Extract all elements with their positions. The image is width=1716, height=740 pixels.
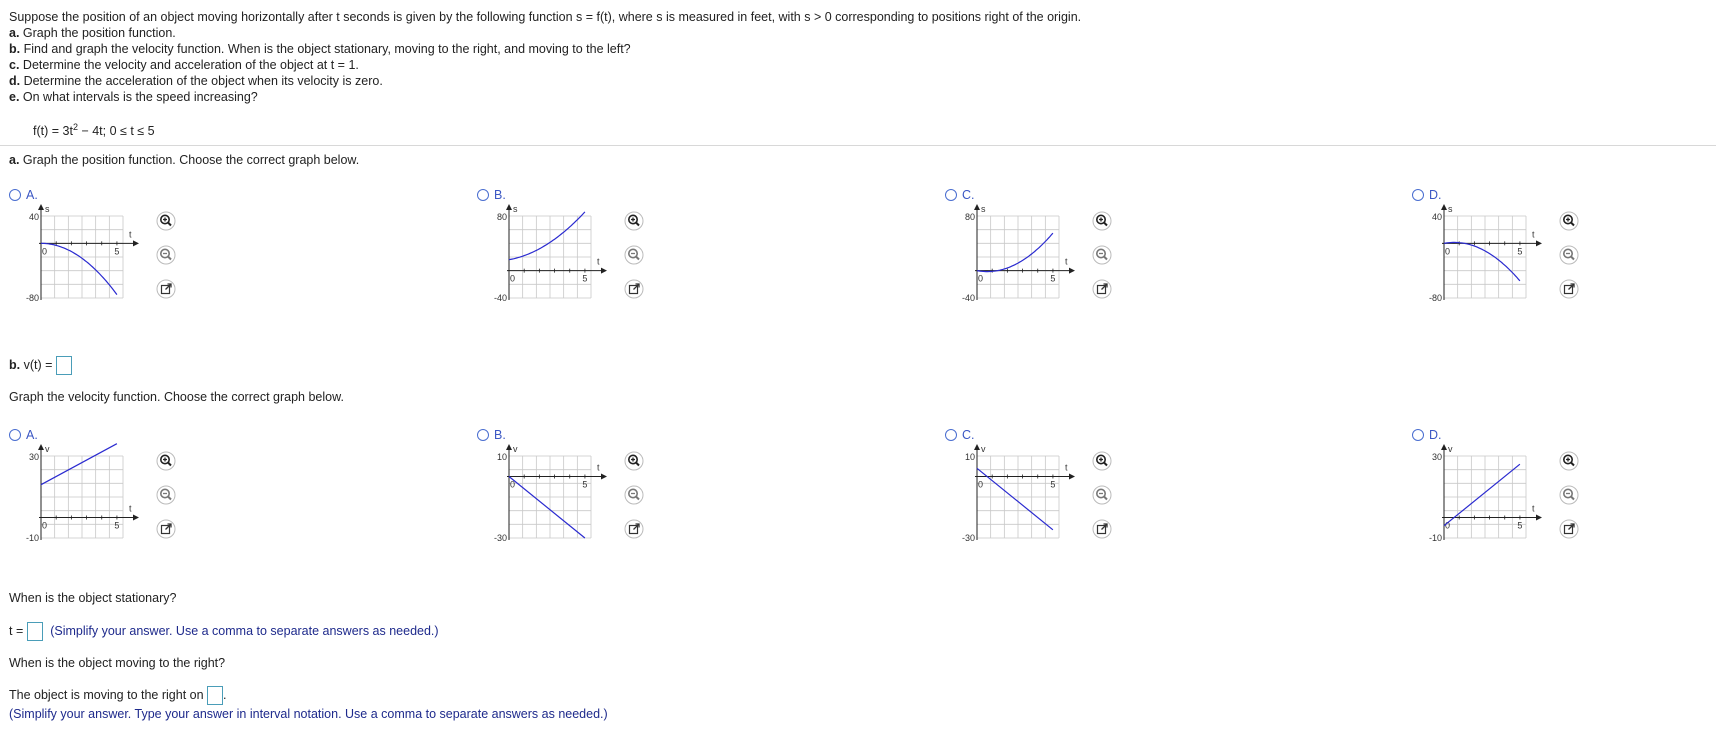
position-curve	[41, 243, 120, 294]
x-tick-five: 5	[1517, 246, 1523, 257]
x-tick-five: 5	[1517, 520, 1523, 531]
right-answer-box[interactable]	[207, 686, 223, 705]
y-axis-label: v	[981, 444, 986, 454]
velocity-graph-d	[1414, 442, 1535, 552]
zoom-in-icon-glyph	[1092, 451, 1112, 471]
y-tick-bottom: -10	[25, 533, 39, 543]
x-tick-five: 5	[114, 520, 120, 531]
zoom-in-icon[interactable]	[1558, 450, 1580, 472]
y-axis-label: v	[513, 444, 518, 454]
y-tick-top: 40	[28, 212, 39, 222]
velocity-answer-box[interactable]	[56, 356, 72, 375]
divider	[0, 145, 1716, 146]
zoom-in-icon[interactable]	[623, 450, 645, 472]
zoom-in-icon-glyph	[624, 451, 644, 471]
option-label: D.	[1429, 188, 1442, 202]
y-tick-bottom: -80	[1428, 293, 1442, 303]
velocity-graph-prompt: Graph the velocity function. Choose the correct graph below.	[9, 390, 344, 404]
y-tick-top: 10	[496, 452, 507, 462]
open-new-window-icon-glyph	[156, 279, 176, 299]
zoom-out-icon-glyph	[1559, 485, 1579, 505]
x-tick-five: 5	[1050, 273, 1056, 284]
y-tick-bottom: -10	[1428, 533, 1442, 543]
zoom-in-icon[interactable]	[155, 450, 177, 472]
open-new-window-icon[interactable]	[1091, 278, 1113, 300]
x-axis-label: t	[1065, 256, 1068, 267]
option-label: A.	[26, 188, 38, 202]
velocity-option-d[interactable]	[1412, 428, 1442, 442]
x-axis-label: t	[1065, 462, 1068, 473]
velocity-curve	[1444, 464, 1520, 526]
zoom-in-icon[interactable]	[1091, 210, 1113, 232]
zoom-out-icon-glyph	[1092, 485, 1112, 505]
zoom-out-icon-glyph	[1092, 245, 1112, 265]
radio-button[interactable]	[945, 429, 957, 441]
option-label: C.	[962, 428, 975, 442]
problem-intro: Suppose the position of an object moving horizontally after t seconds is given by the following function s = f(t), where s is measured in feet, with s > 0 corresponding to positions right of the origin.	[9, 10, 1082, 24]
velocity-curve	[509, 477, 588, 539]
y-tick-bottom: -40	[493, 293, 507, 303]
velocity-graph-a	[11, 442, 132, 552]
zoom-out-icon[interactable]	[1558, 484, 1580, 506]
position-graph-d	[1414, 202, 1535, 312]
open-new-window-icon-glyph	[1559, 279, 1579, 299]
option-label: B.	[494, 188, 506, 202]
position-curve	[977, 233, 1053, 272]
right-question: When is the object moving to the right?	[9, 656, 226, 670]
open-new-window-icon-glyph	[624, 279, 644, 299]
velocity-curve	[977, 468, 1056, 530]
zoom-out-icon[interactable]	[623, 244, 645, 266]
zoom-out-icon[interactable]	[1558, 244, 1580, 266]
zoom-in-icon[interactable]	[623, 210, 645, 232]
zoom-in-icon-glyph	[1559, 211, 1579, 231]
position-graph-c	[947, 202, 1068, 312]
position-curve	[509, 212, 585, 260]
zoom-out-icon[interactable]	[155, 244, 177, 266]
task-b: b. Find and graph the velocity function. When is the object stationary, moving to the right, and moving to the left?	[9, 42, 631, 56]
open-new-window-icon-glyph	[1559, 519, 1579, 539]
task-d: d. Determine the acceleration of the object when its velocity is zero.	[9, 74, 383, 88]
velocity-graph-c	[947, 442, 1068, 552]
y-tick-top: 80	[964, 212, 975, 222]
y-tick-top: 10	[964, 452, 975, 462]
zoom-in-icon[interactable]	[1558, 210, 1580, 232]
radio-button[interactable]	[1412, 429, 1424, 441]
zoom-in-icon-glyph	[1092, 211, 1112, 231]
right-hint: (Simplify your answer. Type your answer in interval notation. Use a comma to separate answers as needed.)	[9, 707, 608, 721]
radio-button[interactable]	[477, 429, 489, 441]
y-tick-bottom: -30	[961, 533, 975, 543]
part-a-prompt: a. Graph the position function. Choose the correct graph below.	[9, 153, 360, 167]
position-graph-a	[11, 202, 132, 312]
x-axis-label: t	[1532, 503, 1535, 514]
radio-button[interactable]	[9, 429, 21, 441]
radio-button[interactable]	[945, 189, 957, 201]
option-label: A.	[26, 428, 38, 442]
x-tick-five: 5	[1050, 479, 1056, 490]
x-axis-label: t	[129, 229, 132, 240]
y-axis-label: s	[981, 204, 986, 214]
x-tick-zero: 0	[978, 479, 984, 490]
task-e: e. On what intervals is the speed increasing?	[9, 90, 258, 104]
y-tick-bottom: -30	[493, 533, 507, 543]
open-new-window-icon-glyph	[156, 519, 176, 539]
position-option-d[interactable]	[1412, 188, 1442, 202]
x-axis-label: t	[129, 503, 132, 514]
function-definition: $f(t) = 3t^2 - 4t$; 0 ≤ t ≤ 5	[33, 122, 155, 139]
y-tick-bottom: -80	[25, 293, 39, 303]
open-new-window-icon[interactable]	[155, 278, 177, 300]
zoom-in-icon-glyph	[624, 211, 644, 231]
position-graph-b	[479, 202, 600, 312]
velocity-option-b[interactable]	[477, 428, 506, 442]
x-tick-zero: 0	[42, 520, 48, 531]
zoom-out-icon[interactable]	[1091, 484, 1113, 506]
problem-statement	[9, 9, 1081, 105]
open-new-window-icon[interactable]	[1558, 278, 1580, 300]
open-new-window-icon-glyph	[1092, 519, 1112, 539]
position-option-b[interactable]	[477, 188, 506, 202]
position-option-c[interactable]	[945, 188, 975, 202]
y-tick-top: 30	[1431, 452, 1442, 462]
y-tick-top: 30	[28, 452, 39, 462]
zoom-in-icon-glyph	[1559, 451, 1579, 471]
zoom-out-icon[interactable]	[623, 484, 645, 506]
y-axis-label: v	[45, 444, 50, 454]
position-curve	[1444, 242, 1523, 281]
velocity-curve	[41, 444, 117, 485]
y-axis-label: s	[45, 204, 50, 214]
velocity-graph-b	[479, 442, 600, 552]
x-tick-five: 5	[582, 479, 588, 490]
radio-button[interactable]	[9, 189, 21, 201]
open-new-window-icon[interactable]	[1091, 518, 1113, 540]
stationary-answer-box[interactable]	[27, 622, 43, 641]
x-tick-zero: 0	[1445, 246, 1451, 257]
x-axis-label: t	[597, 462, 600, 473]
radio-button[interactable]	[1412, 189, 1424, 201]
zoom-out-icon-glyph	[624, 245, 644, 265]
x-tick-zero: 0	[510, 479, 516, 490]
open-new-window-icon[interactable]	[623, 278, 645, 300]
x-tick-zero: 0	[1445, 520, 1451, 531]
position-option-a[interactable]	[9, 188, 38, 202]
x-tick-five: 5	[582, 273, 588, 284]
zoom-in-icon[interactable]	[155, 210, 177, 232]
x-axis-label: t	[597, 256, 600, 267]
open-new-window-icon[interactable]	[1558, 518, 1580, 540]
part-b-velocity: b. v(t) =	[9, 356, 72, 375]
zoom-in-icon-glyph	[156, 451, 176, 471]
zoom-in-icon-glyph	[156, 211, 176, 231]
x-tick-five: 5	[114, 246, 120, 257]
x-axis-label: t	[1532, 229, 1535, 240]
zoom-out-icon-glyph	[1559, 245, 1579, 265]
open-new-window-icon[interactable]	[155, 518, 177, 540]
open-new-window-icon[interactable]	[623, 518, 645, 540]
y-tick-top: 40	[1431, 212, 1442, 222]
option-label: B.	[494, 428, 506, 442]
y-axis-label: v	[1448, 444, 1453, 454]
task-a: a. Graph the position function.	[9, 26, 176, 40]
zoom-out-icon[interactable]	[155, 484, 177, 506]
zoom-out-icon-glyph	[156, 485, 176, 505]
stationary-answer-row: t = (Simplify your answer. Use a comma to separate answers as needed.)	[9, 622, 439, 641]
zoom-out-icon[interactable]	[1091, 244, 1113, 266]
y-axis-label: s	[513, 204, 518, 214]
velocity-option-a[interactable]	[9, 428, 38, 442]
task-c: c. Determine the velocity and acceleration of the object at t = 1.	[9, 58, 359, 72]
zoom-in-icon[interactable]	[1091, 450, 1113, 472]
y-tick-bottom: -40	[961, 293, 975, 303]
y-tick-top: 80	[496, 212, 507, 222]
y-axis-label: s	[1448, 204, 1453, 214]
option-label: C.	[962, 188, 975, 202]
x-tick-zero: 0	[42, 246, 48, 257]
x-tick-zero: 0	[510, 273, 516, 284]
zoom-out-icon-glyph	[624, 485, 644, 505]
velocity-option-c[interactable]	[945, 428, 975, 442]
open-new-window-icon-glyph	[624, 519, 644, 539]
option-label: D.	[1429, 428, 1442, 442]
radio-button[interactable]	[477, 189, 489, 201]
stationary-question: When is the object stationary?	[9, 591, 177, 605]
open-new-window-icon-glyph	[1092, 279, 1112, 299]
stationary-hint: (Simplify your answer. Use a comma to separate answers as needed.)	[50, 623, 439, 638]
zoom-out-icon-glyph	[156, 245, 176, 265]
x-tick-zero: 0	[978, 273, 984, 284]
right-answer-row: The object is moving to the right on .	[9, 686, 227, 705]
